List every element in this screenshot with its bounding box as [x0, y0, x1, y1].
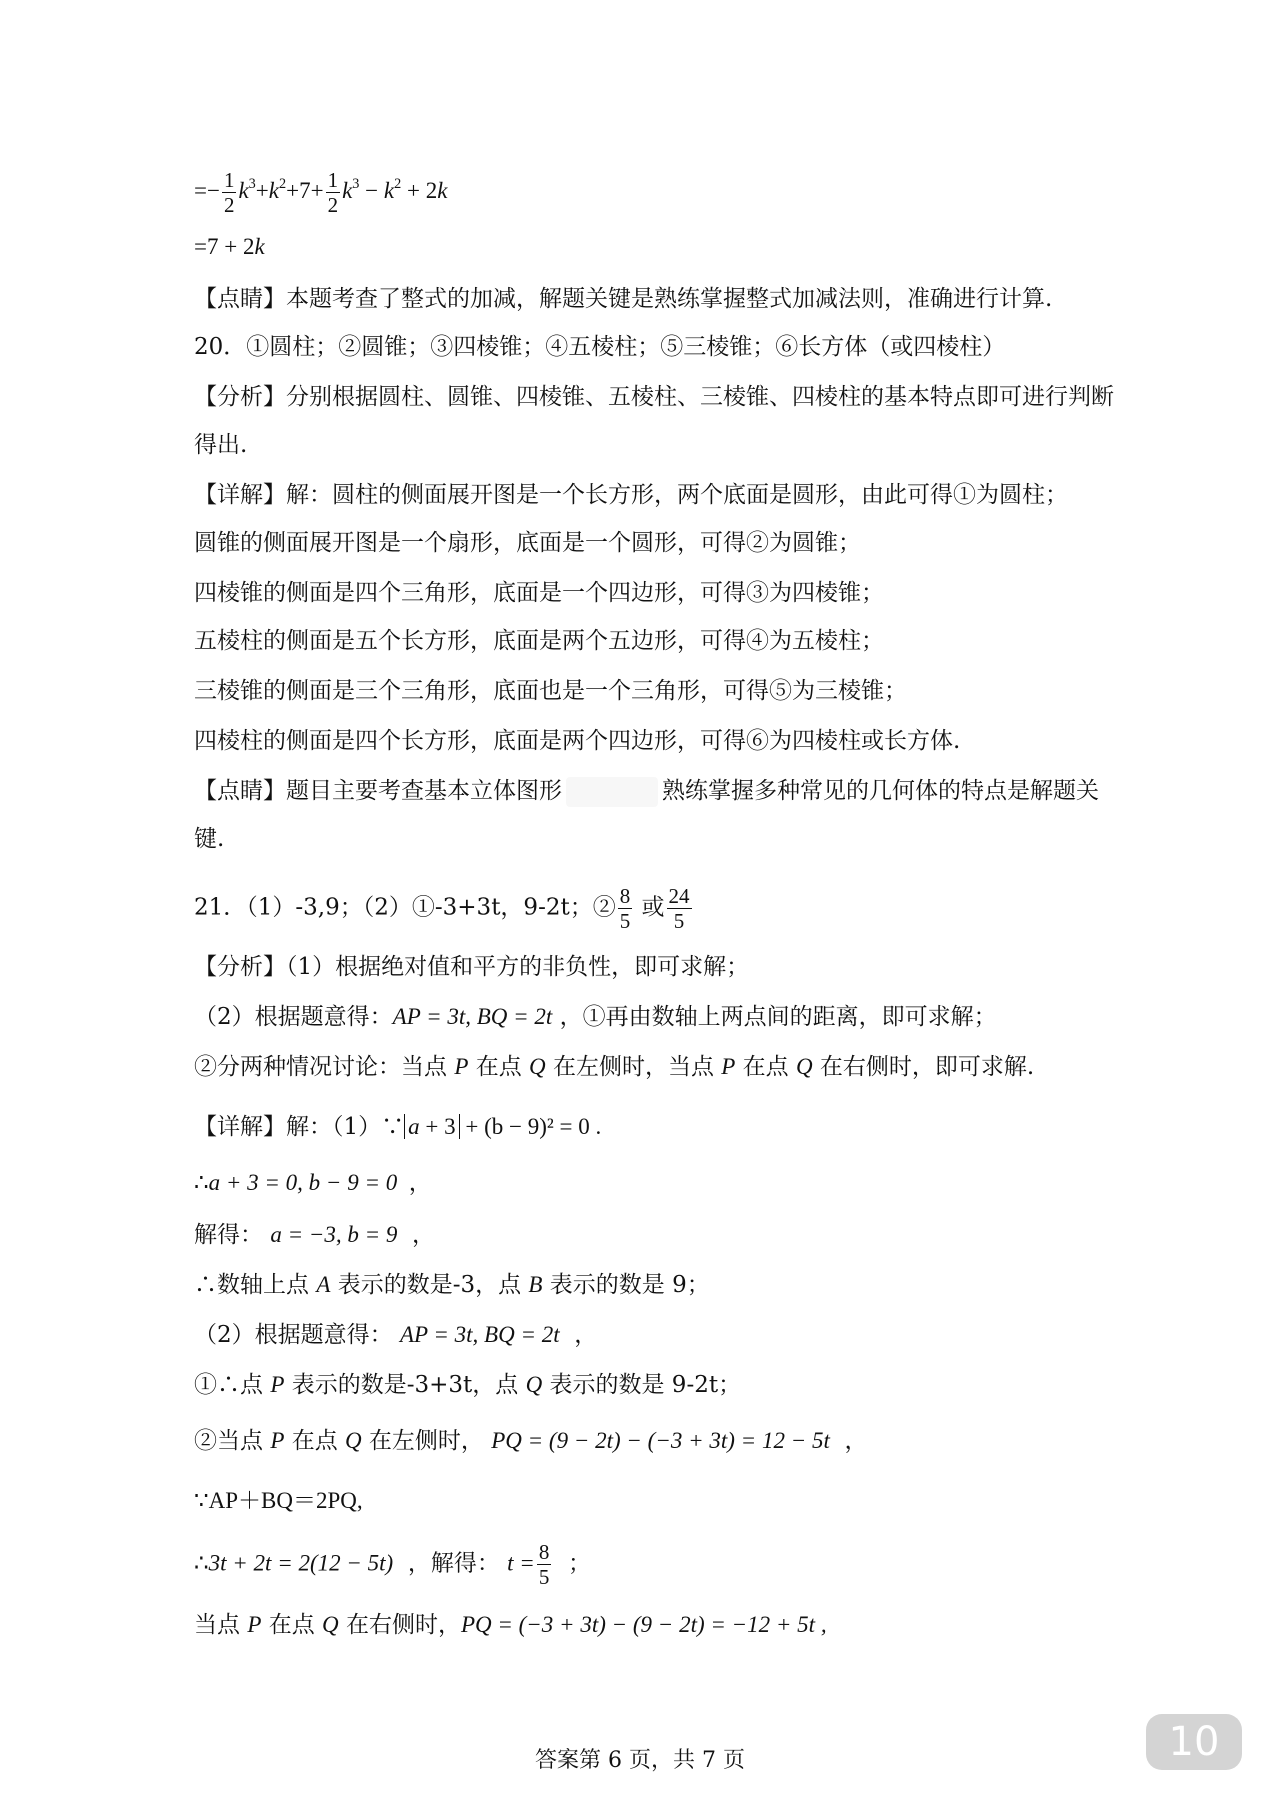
detail-21-3: 解得： a = −3, b = 9 ， [194, 1222, 435, 1248]
detail-21-6: ①∴点 P 表示的数是-3+3t，点 Q 表示的数是 9-2t； [194, 1372, 742, 1398]
answer-21: 21．（1）-3,9；（2）①-3+3t，9-2t；② $\frac{8}{5}$ 或 $\frac{24}{5}$ [194, 884, 690, 933]
detail-20-5: 三棱锥的侧面是三个三角形，底面也是一个三角形，可得⑤为三棱锥； [194, 678, 907, 704]
page-footer: 答案第 6 页，共 7 页 [535, 1748, 745, 1773]
comment-line: 【点睛】本题考查了整式的加减，解题关键是熟练掌握整式加减法则，准确进行计算. [194, 286, 1053, 312]
detail-20-2: 圆锥的侧面展开图是一个扇形，底面是一个圆形，可得②为圆锥； [194, 530, 861, 556]
fraction-24-5: $\frac{24}{5}$ [668, 884, 690, 933]
fraction-one-half: $\frac{1}{2}$ [327, 168, 339, 217]
detail-21-1: 【详解】解：（1）∵ a + 3 + (b − 9)² = 0 . [194, 1114, 602, 1140]
analysis-21-1: 【分析】（1）根据绝对值和平方的非负性，即可求解； [194, 954, 750, 980]
detail-20-4: 五棱柱的侧面是五个长方形，底面是两个五边形，可得④为五棱柱； [194, 628, 884, 654]
equation-line-2: =7 + 2k [194, 234, 265, 259]
fraction-one-half: $\frac{1}{2}$ [223, 168, 235, 217]
detail-21-2: ∴a + 3 = 0, b − 9 = 0 ， [194, 1170, 432, 1195]
comment-20-cont: 键. [194, 826, 225, 852]
detail-21-9: ∴3t + 2t = 2(12 − 5t) ，解得： t = $\frac{8}{5}$ ； [194, 1540, 591, 1589]
detail-21-7: ②当点 P 在点 Q 在左侧时， PQ = (9 − 2t) − (−3 + 3t) = 12 − 5t ， [194, 1428, 868, 1454]
analysis-21-2: （2）根据题意得：AP = 3t, BQ = 2t ，①再由数轴上两点间的距离，即可求解； [194, 1004, 997, 1030]
detail-21-4: ∴数轴上点 A 表示的数是-3，点 B 表示的数是 9； [194, 1272, 710, 1298]
equation-line-1: =− $\frac{1}{2}$ $k^3+k^2+7+$ $\frac{1}{2}$ $k^3 - k^2 + 2k$ [194, 168, 448, 217]
detail-20-6: 四棱柱的侧面是四个长方形，底面是两个四边形，可得⑥为四棱柱或长方体. [194, 728, 961, 754]
fraction-8-5: $\frac{8}{5}$ [538, 1540, 550, 1589]
detail-20-1: 【详解】解：圆柱的侧面展开图是一个长方形，两个底面是圆形，由此可得①为圆柱； [194, 482, 1068, 508]
detail-21-8: ∵AP＋BQ＝2PQ, [194, 1488, 363, 1513]
fraction-8-5: $\frac{8}{5}$ [619, 884, 631, 933]
detail-21-5: （2）根据题意得： AP = 3t, BQ = 2t ， [194, 1322, 598, 1348]
analysis-21-3: ②分两种情况讨论：当点 P 在点 Q 在左侧时，当点 P 在点 Q 在右侧时，即可求解. [194, 1054, 1035, 1080]
page-count-badge: 10 [1146, 1714, 1242, 1770]
analysis-20-cont: 得出. [194, 432, 248, 458]
analysis-20: 【分析】分别根据圆柱、圆锥、四棱锥、五棱柱、三棱锥、四棱柱的基本特点即可进行判断 [194, 384, 1114, 410]
comment-20: 【点睛】题目主要考查基本立体图形 熟练掌握多种常见的几何体的特点是解题关 [194, 774, 1114, 808]
answer-20: 20．①圆柱；②圆锥；③四棱锥；④五棱柱；⑤三棱锥；⑥长方体（或四棱柱） [194, 334, 1006, 360]
detail-21-10: 当点 P 在点 Q 在右侧时，PQ = (−3 + 3t) − (9 − 2t) = −12 + 5t , [194, 1612, 827, 1638]
erased-area [566, 777, 658, 807]
detail-20-3: 四棱锥的侧面是四个三角形，底面是一个四边形，可得③为四棱锥； [194, 580, 884, 606]
